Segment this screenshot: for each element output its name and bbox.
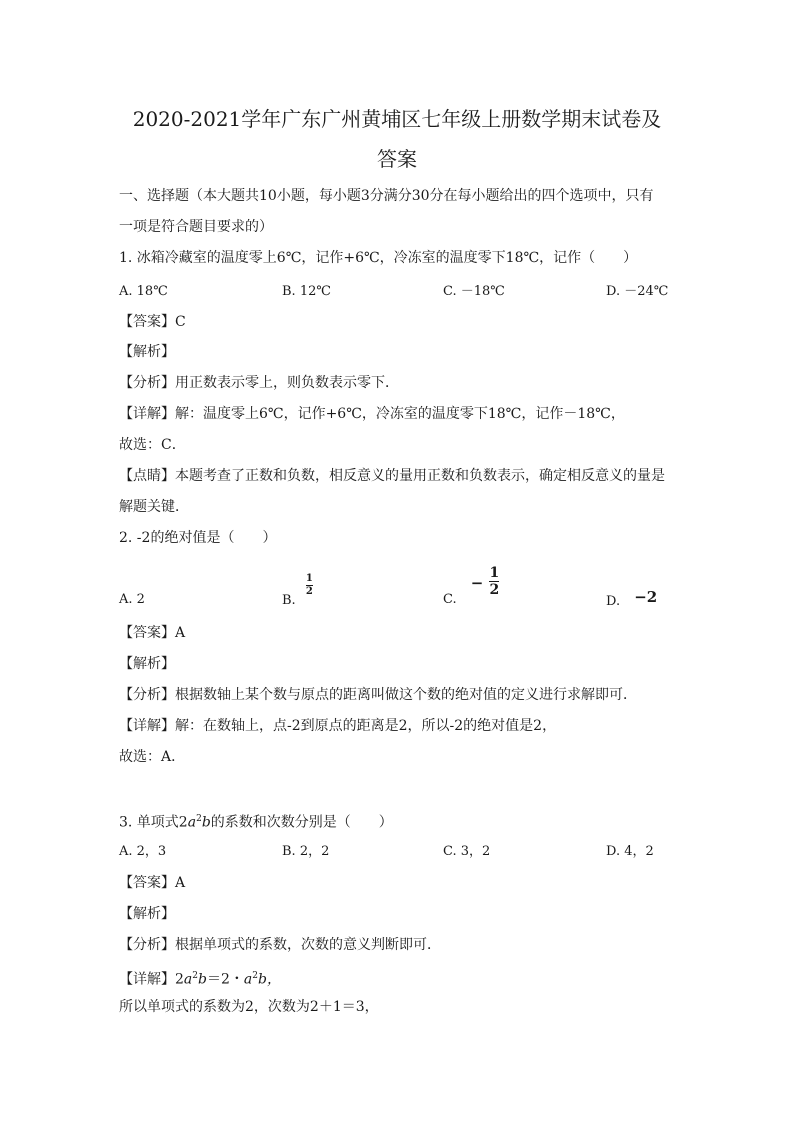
q2-option-c (443, 566, 499, 609)
q3-xj-a1: a (183, 971, 193, 988)
q3-stem-suffix: 的系数和次数分别是（ ） (210, 814, 393, 831)
q1-xiangjie: 【详解】解：温度零上6℃，记作+6℃，冷冻室的温度零下18℃，记作－18℃， (119, 406, 625, 422)
q1-option-d: D. －24℃ (606, 284, 669, 299)
section-heading-line-2: 一项是符合题目要求的） (119, 219, 273, 235)
q2-option-d (606, 588, 658, 611)
q2-analysis-heading: 【解析】 (119, 656, 175, 672)
q3-analysis-heading: 【解析】 (119, 906, 175, 922)
q2-option-c-denominator: 2 (489, 582, 500, 598)
q1-option-b: B. 12℃ (282, 284, 331, 299)
q3-stem-prefix: 3. 单项式2 (119, 814, 188, 831)
q2-option-c-label: C. (443, 592, 457, 607)
q3-xj-a2: a (243, 971, 253, 988)
q2-option-c-numerator: 1 (489, 565, 500, 581)
q1-conclusion: 故选：C． (119, 437, 186, 453)
q3-option-d: D. 4，2 (606, 844, 654, 859)
q2-option-b-denominator: 2 (305, 586, 313, 597)
q2-option-d-value: −2 (634, 588, 658, 606)
q3-var-b: b (201, 814, 211, 831)
q3-xiangjie (119, 967, 281, 989)
q3-last-line: 所以单项式的系数为2，次数为2＋1＝3， (119, 999, 379, 1015)
q3-xiangjie-label: 【详解】 (119, 971, 175, 988)
q2-answer: 【答案】A (119, 625, 186, 641)
q2-option-b (282, 574, 313, 610)
q2-option-b-numerator: 1 (305, 573, 313, 584)
q2-option-d-label: D. (606, 594, 621, 609)
q3-xj-b1: b (198, 971, 207, 988)
q3-option-c: C. 3，2 (443, 844, 491, 859)
question-2-stem: 2. -2的绝对值是（ ） (119, 530, 277, 546)
q2-option-b-label: B. (282, 593, 296, 608)
q3-xj-equals: ＝2・ (206, 971, 244, 988)
q3-xj-b2: b， (258, 971, 281, 988)
q2-xiangjie: 【详解】解：在数轴上，点-2到原点的距离是2，所以-2的绝对值是2， (119, 718, 557, 734)
q3-xj-exp1: 2 (192, 971, 199, 981)
q3-xj-coef: 2 (175, 971, 184, 988)
q2-option-c-sign: − (470, 574, 484, 592)
q3-fenxi: 【分析】根据单项式的系数，次数的意义判断即可． (119, 937, 441, 953)
q2-option-a: A. 2 (119, 592, 145, 607)
q2-conclusion: 故选：A． (119, 749, 186, 765)
q1-analysis-heading: 【解析】 (119, 344, 175, 360)
question-1-stem: 1. 冰箱冷藏室的温度零上6℃，记作+6℃，冷冻室的温度零下18℃，记作（ ） (119, 250, 638, 266)
q1-dianjing-line-1: 【点睛】本题考查了正数和负数，相反意义的量用正数和负数表示，确定相反意义的量是 (119, 468, 665, 484)
q3-option-a: A. 2，3 (119, 844, 167, 859)
q1-option-c: C. －18℃ (443, 284, 505, 299)
q1-fenxi: 【分析】用正数表示零上，则负数表示零下． (119, 375, 399, 391)
document-title-line-2: 答案 (377, 147, 417, 171)
q3-var-a: a (187, 814, 197, 831)
q1-answer: 【答案】C (119, 314, 186, 330)
q3-exponent: 2 (196, 814, 202, 824)
question-3-stem (119, 810, 393, 832)
q3-option-b: B. 2，2 (282, 844, 330, 859)
q2-option-c-fraction (489, 566, 499, 597)
q3-answer: 【答案】A (119, 875, 186, 891)
q1-dianjing-line-2: 解题关键． (119, 499, 189, 515)
document-title-line-1: 2020-2021学年广东广州黄埔区七年级上册数学期末试卷及 (132, 107, 662, 131)
q2-option-b-fraction (306, 574, 313, 597)
q2-fenxi: 【分析】根据数轴上某个数与原点的距离叫做这个数的绝对值的定义进行求解即可． (119, 687, 637, 703)
section-heading-line-1: 一、选择题（本大题共10小题，每小题3分满分30分在每小题给出的四个选项中，只有 (119, 188, 654, 204)
q3-xj-exp2: 2 (252, 971, 258, 981)
q1-option-a: A. 18℃ (119, 284, 168, 299)
